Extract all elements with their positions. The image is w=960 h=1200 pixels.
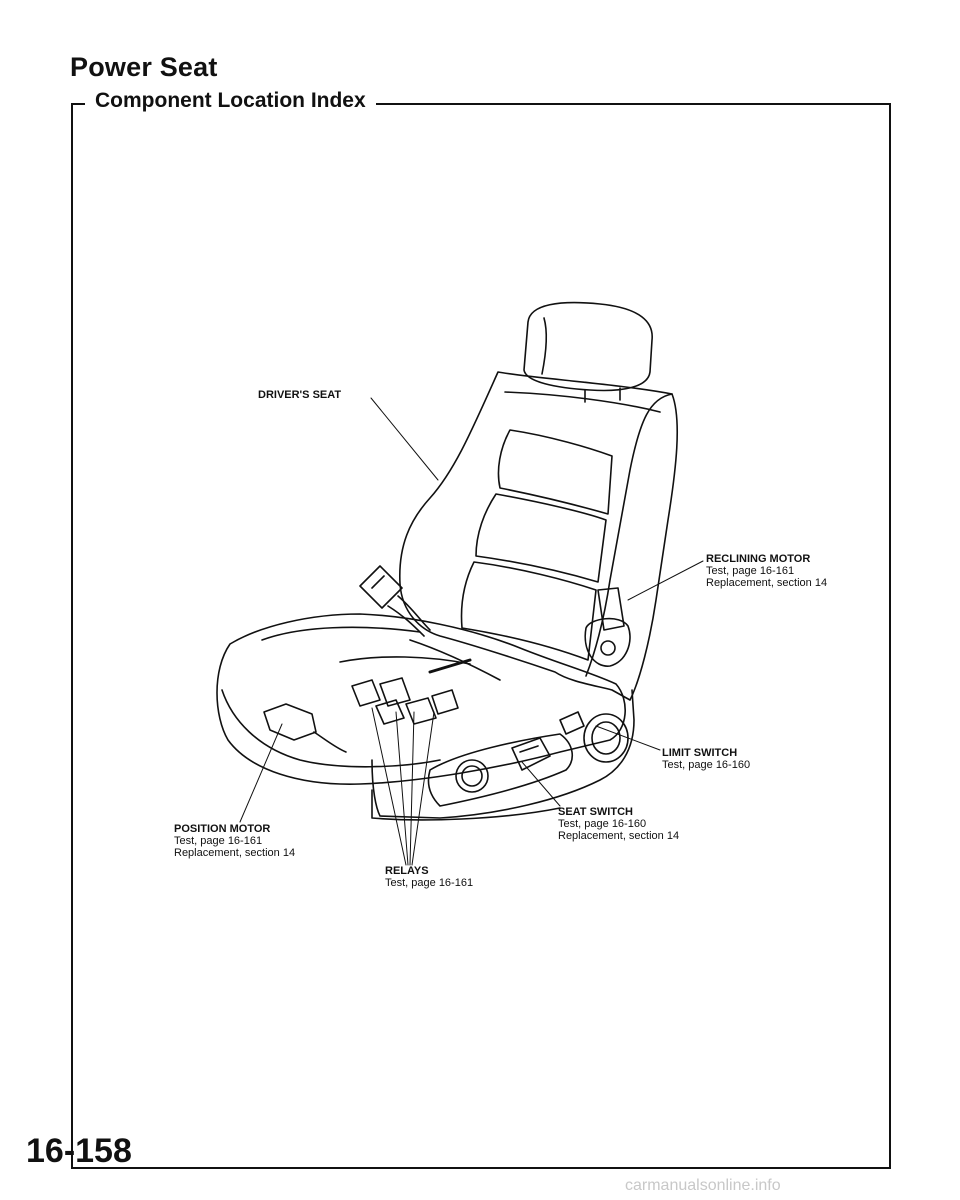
relay-5 <box>432 690 458 714</box>
seat-switch-test: Test, page 16-160 <box>558 818 647 830</box>
seat-switch <box>512 738 550 770</box>
seat-cushion-top-line <box>262 627 420 640</box>
position-motor-replacement: Replacement, section 14 <box>174 847 296 859</box>
position-motor <box>264 704 316 740</box>
seatback-panel-3 <box>462 562 597 660</box>
label-position-motor <box>174 823 295 859</box>
leader-limit-switch <box>596 726 660 750</box>
seat-cushion-seam-1 <box>340 657 470 664</box>
seatback-side-bolster <box>586 394 672 676</box>
leader-relay-4 <box>412 712 434 865</box>
seat-switch-name: SEAT SWITCH <box>558 806 633 818</box>
seat-cushion-seam-2 <box>410 640 500 680</box>
relay-harness <box>430 660 470 672</box>
position-motor-test: Test, page 16-161 <box>174 835 263 847</box>
relay-1 <box>352 680 380 706</box>
reclining-motor-test: Test, page 16-161 <box>706 565 795 577</box>
adjust-knob <box>456 760 488 792</box>
belt-buckle-slot <box>372 576 384 588</box>
headrest-crease <box>542 318 546 374</box>
seatback-top-ridge <box>505 392 660 412</box>
reclining-motor-name: RECLINING MOTOR <box>706 553 811 565</box>
position-motor-name: POSITION MOTOR <box>174 823 271 835</box>
reclining-motor-hub <box>601 641 615 655</box>
position-motor-shaft <box>314 732 346 752</box>
relay-2 <box>380 678 410 706</box>
seatback-outline <box>400 372 677 700</box>
label-reclining-motor <box>706 553 827 589</box>
leader-relay-1 <box>372 708 406 865</box>
limit-switch-test: Test, page 16-160 <box>662 759 751 771</box>
section-subtitle: Component Location Index <box>95 89 366 112</box>
leader-relay-2 <box>396 712 408 865</box>
limit-switch <box>560 712 584 734</box>
relay-4 <box>406 698 436 724</box>
belt-buckle-strap <box>398 596 430 630</box>
seat-switch-2 <box>520 746 538 752</box>
belt-buckle <box>360 566 402 608</box>
relays-name: RELAYS <box>385 865 429 877</box>
adjust-knob-inner <box>462 766 482 786</box>
watermark: carmanualsonline.info <box>625 1177 781 1194</box>
label-drivers-seat-name: DRIVER'S SEAT <box>258 389 342 401</box>
reclining-motor-replacement: Replacement, section 14 <box>706 577 828 589</box>
relays-test: Test, page 16-161 <box>385 877 474 889</box>
leader-relay-3 <box>410 712 414 865</box>
page-number: 16-158 <box>26 1132 132 1170</box>
seatback-panel-2 <box>476 494 606 582</box>
seatback-panel-1 <box>498 430 612 514</box>
label-drivers-seat <box>258 389 341 401</box>
recliner-cover-inner <box>592 722 620 754</box>
leader-reclining-motor <box>628 561 703 600</box>
page-title: Power Seat <box>70 52 218 82</box>
leader-drivers-seat <box>371 398 438 480</box>
label-limit-switch <box>662 747 750 771</box>
seat-switch-replacement: Replacement, section 14 <box>558 830 680 842</box>
label-seat-switch <box>558 806 679 842</box>
label-relays <box>385 865 473 889</box>
limit-switch-name: LIMIT SWITCH <box>662 747 738 759</box>
